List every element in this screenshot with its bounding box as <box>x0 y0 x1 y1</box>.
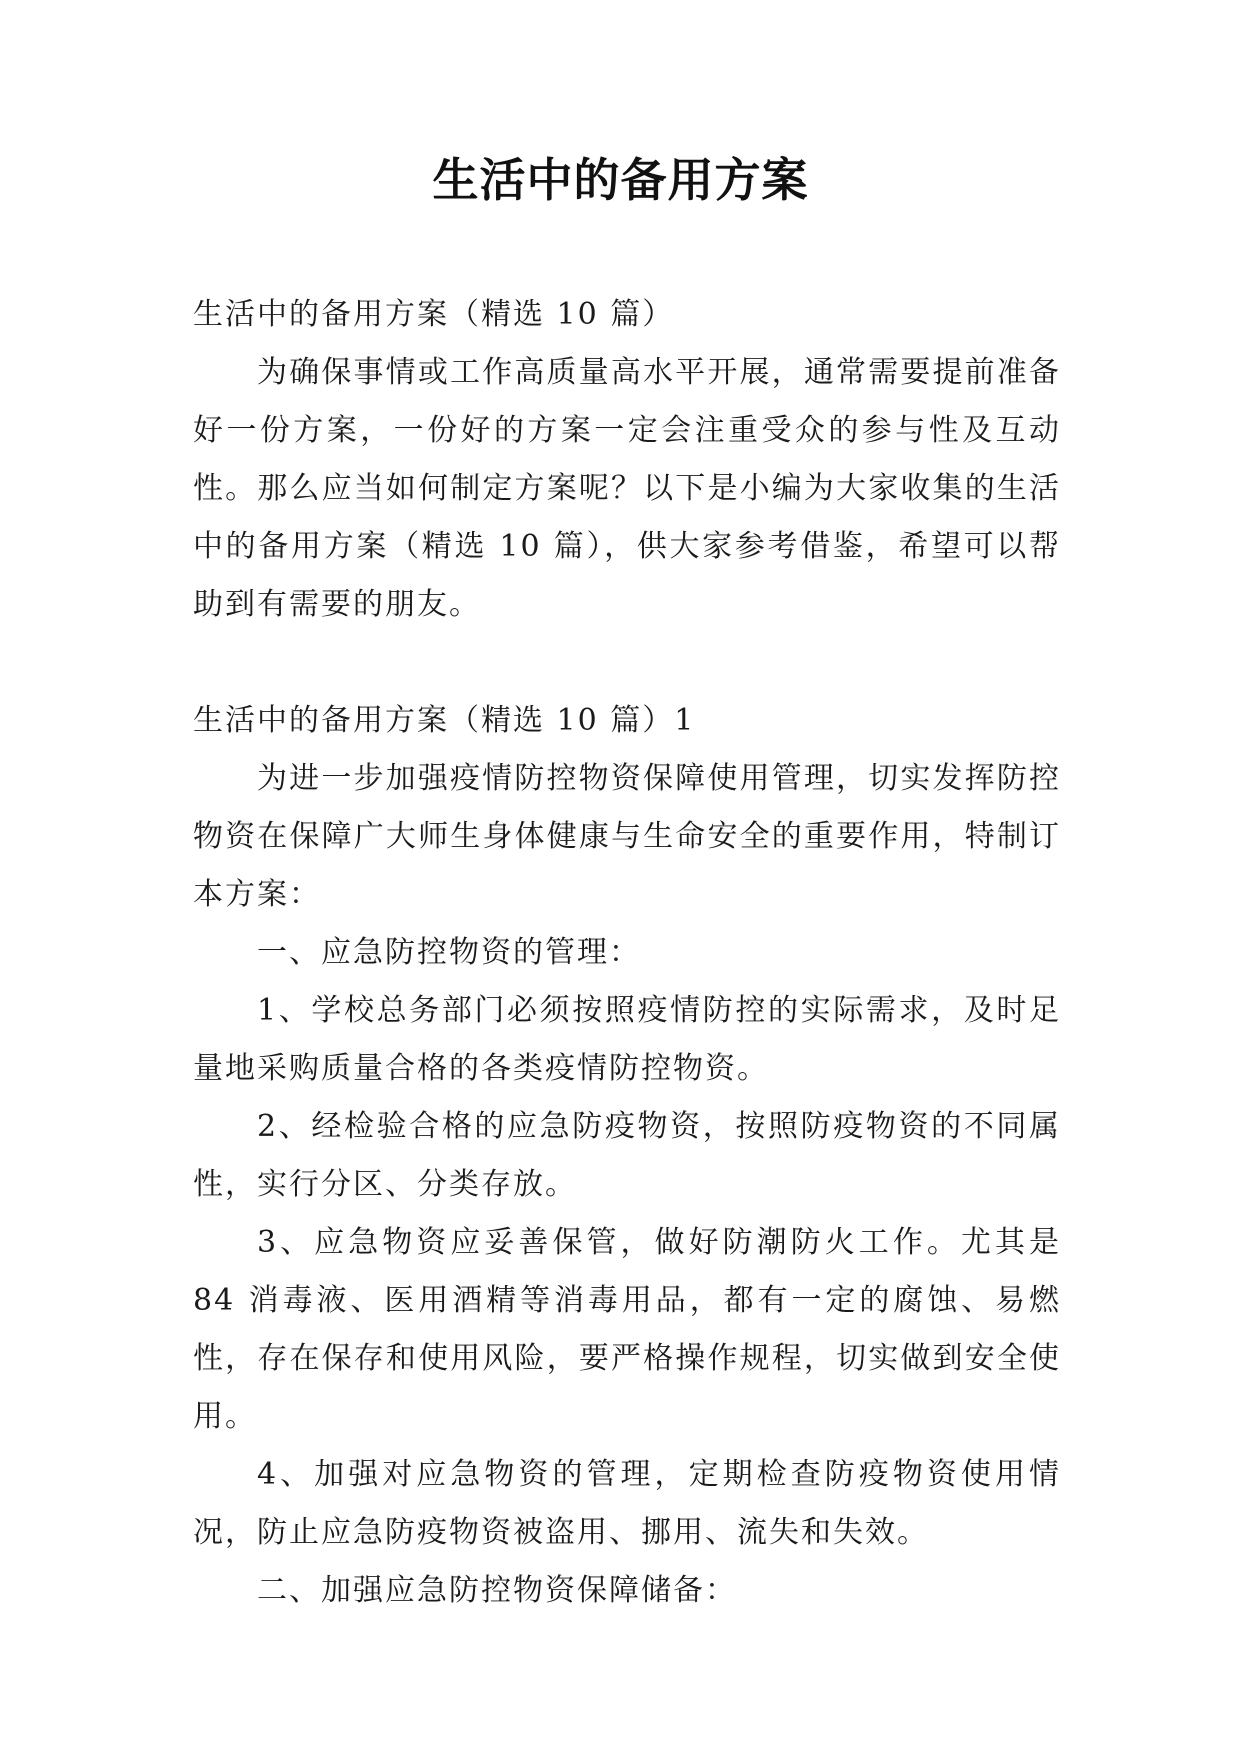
paragraph: 1、学校总务部门必须按照疫情防控的实际需求，及时足量地采购质量合格的各类疫情防控物资。 <box>193 993 1061 1086</box>
paragraph: 4、加强对应急物资的管理，定期检查防疫物资使用情况，防止应急防疫物资被盗用、挪用、流失和失效。 <box>193 1457 1061 1550</box>
paragraph: 为进一步加强疫情防控物资保障使用管理，切实发挥防控物资在保障广大师生身体健康与生命安全的重要作用，特制订本方案： <box>193 761 1061 912</box>
paragraph: 二、加强应急防控物资保障储备： <box>257 1573 737 1608</box>
intro-paragraph: 为确保事情或工作高质量高水平开展，通常需要提前准备好一份方案，一份好的方案一定会注重受众的参与性及互动性。那么应当如何制定方案呢？以下是小编为大家收集的生活中的备用方案（精选 10 篇），供大家参考借鉴，希望可以帮助到有需要的朋友。 <box>193 355 1061 622</box>
subtitle: 生活中的备用方案（精选 10 篇） <box>193 297 675 332</box>
paragraph: 2、经检验合格的应急防疫物资，按照防疫物资的不同属性，实行分区、分类存放。 <box>193 1109 1061 1202</box>
section-heading: 生活中的备用方案（精选 10 篇）1 <box>193 703 696 738</box>
paragraph: 一、应急防控物资的管理： <box>257 935 641 970</box>
paragraph: 3、应急物资应妥善保管，做好防潮防火工作。尤其是 84 消毒液、医用酒精等消毒用品，都有一定的腐蚀、易燃性，存在保存和使用风险，要严格操作规程，切实做到安全使用。 <box>193 1225 1061 1434</box>
document-body <box>193 286 1061 1620</box>
page-title: 生活中的备用方案 <box>432 153 809 207</box>
